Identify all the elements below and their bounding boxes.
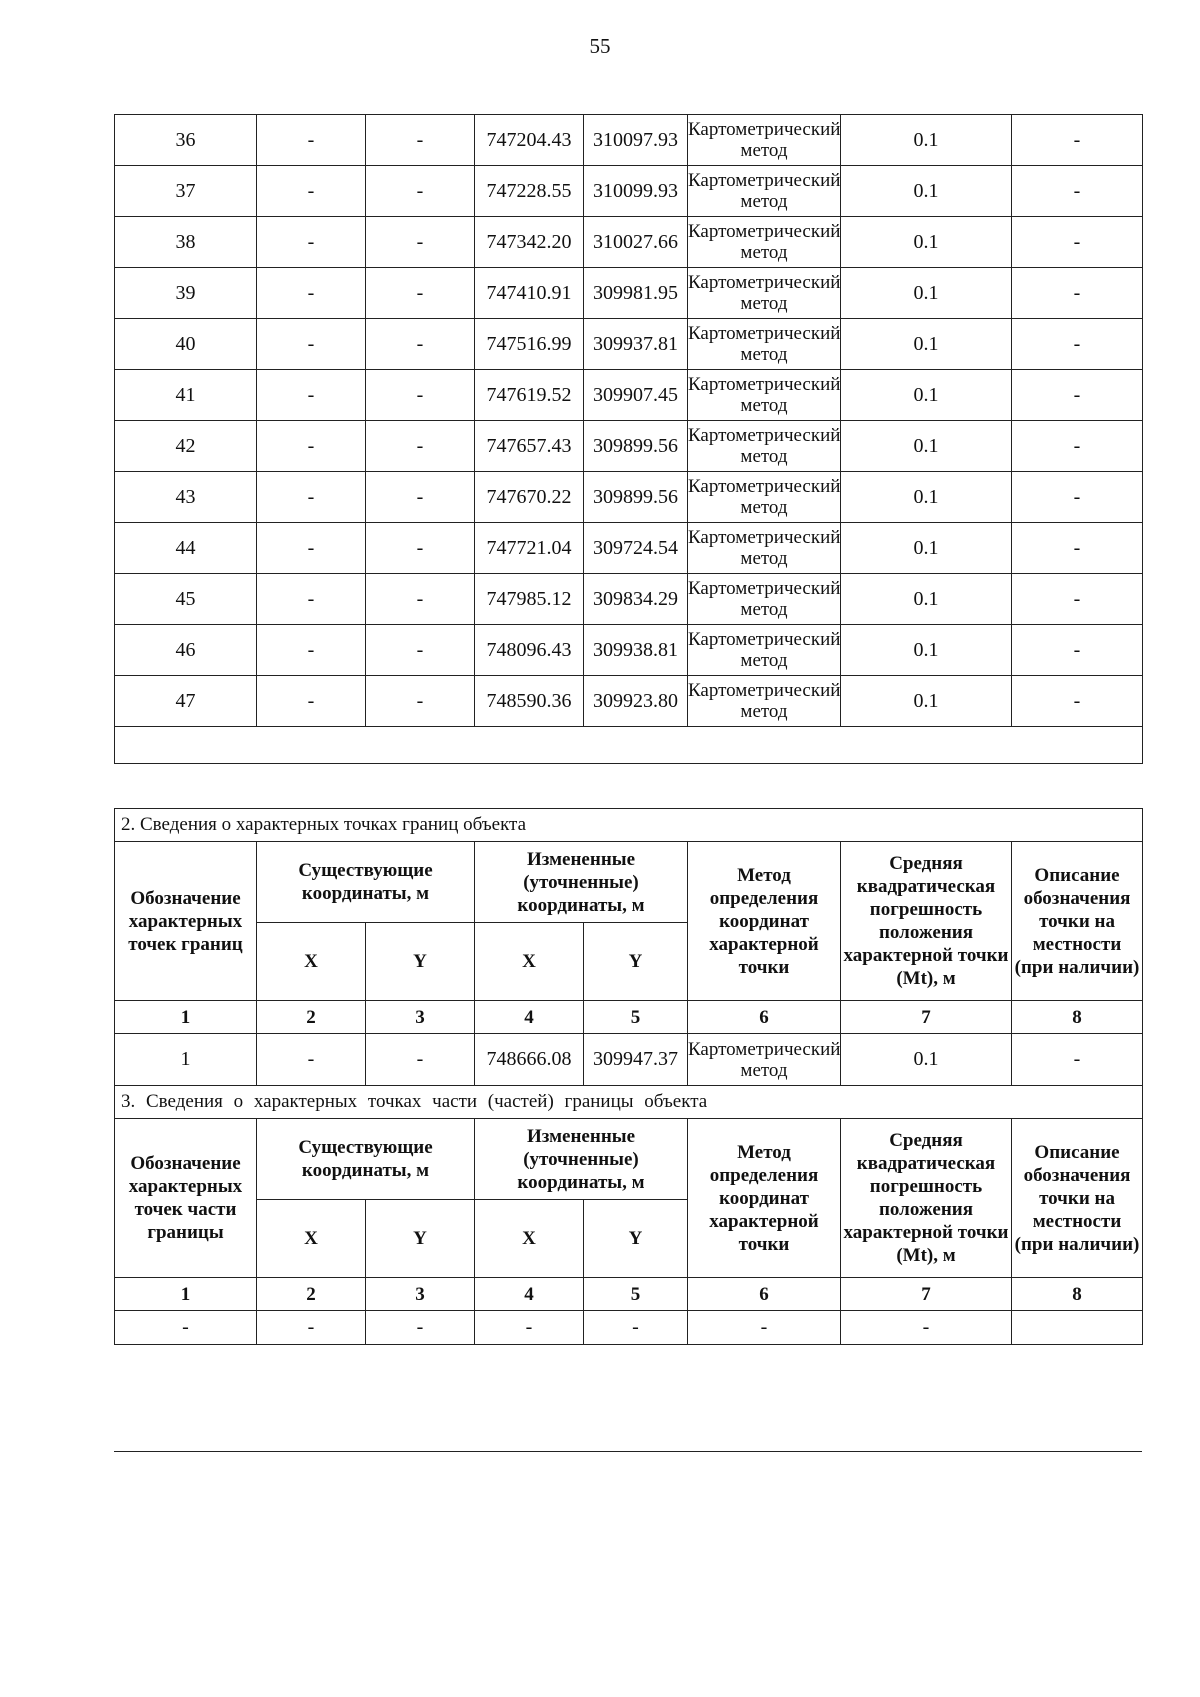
changed-x: 747657.43	[475, 421, 584, 472]
description: -	[1012, 115, 1143, 166]
column-number: 3	[366, 1278, 475, 1311]
changed-y: 310027.66	[584, 217, 688, 268]
description: -	[1012, 1034, 1143, 1086]
changed-x: 747619.52	[475, 370, 584, 421]
header-existing-x: X	[257, 1200, 366, 1278]
description: -	[1012, 472, 1143, 523]
header-mean-error: Средняя квадратическая погрешность положения характерной точки (Мt), м	[841, 1119, 1012, 1278]
header-method: Метод определения координат характерной точки	[688, 1119, 841, 1278]
column-number: 6	[688, 1278, 841, 1311]
changed-x: 748590.36	[475, 676, 584, 727]
description: -	[1012, 166, 1143, 217]
existing-y: -	[366, 166, 475, 217]
column-number: 7	[841, 1278, 1012, 1311]
column-number: 2	[257, 1001, 366, 1034]
empty-footer-row	[115, 727, 1143, 764]
changed-x: 748096.43	[475, 625, 584, 676]
mean-error: 0.1	[841, 472, 1012, 523]
existing-x: -	[257, 1034, 366, 1086]
table-row	[115, 472, 1143, 523]
table-row	[115, 166, 1143, 217]
point-id: 38	[115, 217, 257, 268]
method: Картометрический метод	[688, 319, 841, 370]
changed-x: 748666.08	[475, 1034, 584, 1086]
table-row	[115, 676, 1143, 727]
changed-y: 309937.81	[584, 319, 688, 370]
method: Картометрический метод	[688, 115, 841, 166]
existing-y: -	[366, 370, 475, 421]
table-cell	[1012, 1311, 1143, 1345]
column-number: 5	[584, 1001, 688, 1034]
footer-divider	[114, 1451, 1142, 1452]
column-number: 8	[1012, 1278, 1143, 1311]
method: Картометрический метод	[688, 676, 841, 727]
existing-y: -	[366, 472, 475, 523]
mean-error: 0.1	[841, 268, 1012, 319]
coordinates-table-continued	[114, 114, 1143, 764]
empty-cell	[115, 727, 1143, 764]
changed-x: 747342.20	[475, 217, 584, 268]
header-changed-coordinates: Измененные (уточненные) координаты, м	[475, 1119, 688, 1200]
changed-x: 747204.43	[475, 115, 584, 166]
column-number: 8	[1012, 1001, 1143, 1034]
table-row	[115, 421, 1143, 472]
table-row	[115, 319, 1143, 370]
header-changed-x: X	[475, 923, 584, 1001]
mean-error: 0.1	[841, 421, 1012, 472]
method: Картометрический метод	[688, 370, 841, 421]
column-number: 2	[257, 1278, 366, 1311]
table-cell: -	[475, 1311, 584, 1345]
column-number: 5	[584, 1278, 688, 1311]
header-existing-coordinates: Существующие координаты, м	[257, 1119, 475, 1200]
existing-y: -	[366, 268, 475, 319]
header-designation: Обозначение характерных точек части границы	[115, 1119, 257, 1278]
existing-x: -	[257, 625, 366, 676]
existing-x: -	[257, 268, 366, 319]
existing-x: -	[257, 421, 366, 472]
method: Картометрический метод	[688, 421, 841, 472]
changed-y: 309907.45	[584, 370, 688, 421]
table-cell: -	[366, 1311, 475, 1345]
existing-x: -	[257, 319, 366, 370]
point-id: 39	[115, 268, 257, 319]
header-existing-x: X	[257, 923, 366, 1001]
column-number: 4	[475, 1001, 584, 1034]
changed-y: 309724.54	[584, 523, 688, 574]
header-existing-y: Y	[366, 1200, 475, 1278]
table-row	[115, 574, 1143, 625]
existing-y: -	[366, 217, 475, 268]
existing-x: -	[257, 676, 366, 727]
method: Картометрический метод	[688, 166, 841, 217]
table-cell: -	[257, 1311, 366, 1345]
changed-x: 747228.55	[475, 166, 584, 217]
existing-y: -	[366, 319, 475, 370]
existing-y: -	[366, 574, 475, 625]
boundary-points-table	[114, 808, 1143, 1345]
existing-x: -	[257, 472, 366, 523]
description: -	[1012, 370, 1143, 421]
method: Картометрический метод	[688, 1034, 841, 1086]
table-row	[115, 1034, 1143, 1086]
table-cell: -	[584, 1311, 688, 1345]
point-id: 47	[115, 676, 257, 727]
table-cell: -	[688, 1311, 841, 1345]
column-number: 4	[475, 1278, 584, 1311]
column-number: 7	[841, 1001, 1012, 1034]
section-3-title: 3. Сведения о характерных точках части (частей) границы объекта	[115, 1086, 1143, 1119]
table-row	[115, 370, 1143, 421]
existing-x: -	[257, 217, 366, 268]
coordinates-table-body	[115, 115, 1143, 764]
point-id: 43	[115, 472, 257, 523]
changed-y: 310097.93	[584, 115, 688, 166]
header-changed-coordinates: Измененные (уточненные) координаты, м	[475, 842, 688, 923]
header-changed-y: Y	[584, 1200, 688, 1278]
description: -	[1012, 319, 1143, 370]
changed-x: 747670.22	[475, 472, 584, 523]
header-description: Описание обозначения точки на местности (при наличии)	[1012, 1119, 1143, 1278]
changed-x: 747721.04	[475, 523, 584, 574]
method: Картометрический метод	[688, 574, 841, 625]
mean-error: 0.1	[841, 523, 1012, 574]
description: -	[1012, 625, 1143, 676]
point-id: 41	[115, 370, 257, 421]
changed-y: 309923.80	[584, 676, 688, 727]
description: -	[1012, 217, 1143, 268]
changed-y: 309938.81	[584, 625, 688, 676]
existing-y: -	[366, 115, 475, 166]
table-cell: -	[115, 1311, 257, 1345]
point-id: 45	[115, 574, 257, 625]
description: -	[1012, 268, 1143, 319]
existing-y: -	[366, 523, 475, 574]
existing-y: -	[366, 676, 475, 727]
header-changed-y: Y	[584, 923, 688, 1001]
column-number: 6	[688, 1001, 841, 1034]
existing-x: -	[257, 115, 366, 166]
description: -	[1012, 676, 1143, 727]
point-id: 44	[115, 523, 257, 574]
existing-y: -	[366, 625, 475, 676]
description: -	[1012, 421, 1143, 472]
header-description: Описание обозначения точки на местности (при наличии)	[1012, 842, 1143, 1001]
mean-error: 0.1	[841, 625, 1012, 676]
page-number: 55	[589, 34, 611, 58]
header-changed-x: X	[475, 1200, 584, 1278]
table-row	[115, 268, 1143, 319]
existing-y: -	[366, 1034, 475, 1086]
existing-x: -	[257, 523, 366, 574]
header-existing-y: Y	[366, 923, 475, 1001]
column-number: 3	[366, 1001, 475, 1034]
changed-y: 309899.56	[584, 472, 688, 523]
point-id: 42	[115, 421, 257, 472]
mean-error: 0.1	[841, 319, 1012, 370]
table-row	[115, 523, 1143, 574]
description: -	[1012, 523, 1143, 574]
existing-x: -	[257, 370, 366, 421]
header-mean-error: Средняя квадратическая погрешность положения характерной точки (Мt), м	[841, 842, 1012, 1001]
changed-x: 747516.99	[475, 319, 584, 370]
table-row	[115, 625, 1143, 676]
existing-x: -	[257, 574, 366, 625]
changed-y: 309981.95	[584, 268, 688, 319]
changed-x: 747985.12	[475, 574, 584, 625]
changed-y: 309899.56	[584, 421, 688, 472]
description: -	[1012, 574, 1143, 625]
table-row	[115, 1311, 1143, 1345]
changed-y: 309947.37	[584, 1034, 688, 1086]
point-id: 1	[115, 1034, 257, 1086]
section-2-title: 2. Сведения о характерных точках границ объекта	[115, 809, 1143, 842]
changed-y: 310099.93	[584, 166, 688, 217]
mean-error: 0.1	[841, 166, 1012, 217]
header-existing-coordinates: Существующие координаты, м	[257, 842, 475, 923]
method: Картометрический метод	[688, 472, 841, 523]
mean-error: 0.1	[841, 676, 1012, 727]
changed-y: 309834.29	[584, 574, 688, 625]
point-id: 36	[115, 115, 257, 166]
mean-error: 0.1	[841, 1034, 1012, 1086]
method: Картометрический метод	[688, 523, 841, 574]
mean-error: 0.1	[841, 574, 1012, 625]
method: Картометрический метод	[688, 217, 841, 268]
point-id: 46	[115, 625, 257, 676]
mean-error: 0.1	[841, 370, 1012, 421]
point-id: 37	[115, 166, 257, 217]
mean-error: 0.1	[841, 217, 1012, 268]
existing-x: -	[257, 166, 366, 217]
column-number: 1	[115, 1001, 257, 1034]
table-cell: -	[841, 1311, 1012, 1345]
changed-x: 747410.91	[475, 268, 584, 319]
table-row	[115, 115, 1143, 166]
mean-error: 0.1	[841, 115, 1012, 166]
header-method: Метод определения координат характерной точки	[688, 842, 841, 1001]
header-designation: Обозначение характерных точек границ	[115, 842, 257, 1001]
existing-y: -	[366, 421, 475, 472]
method: Картометрический метод	[688, 268, 841, 319]
method: Картометрический метод	[688, 625, 841, 676]
table-row	[115, 217, 1143, 268]
point-id: 40	[115, 319, 257, 370]
column-number: 1	[115, 1278, 257, 1311]
